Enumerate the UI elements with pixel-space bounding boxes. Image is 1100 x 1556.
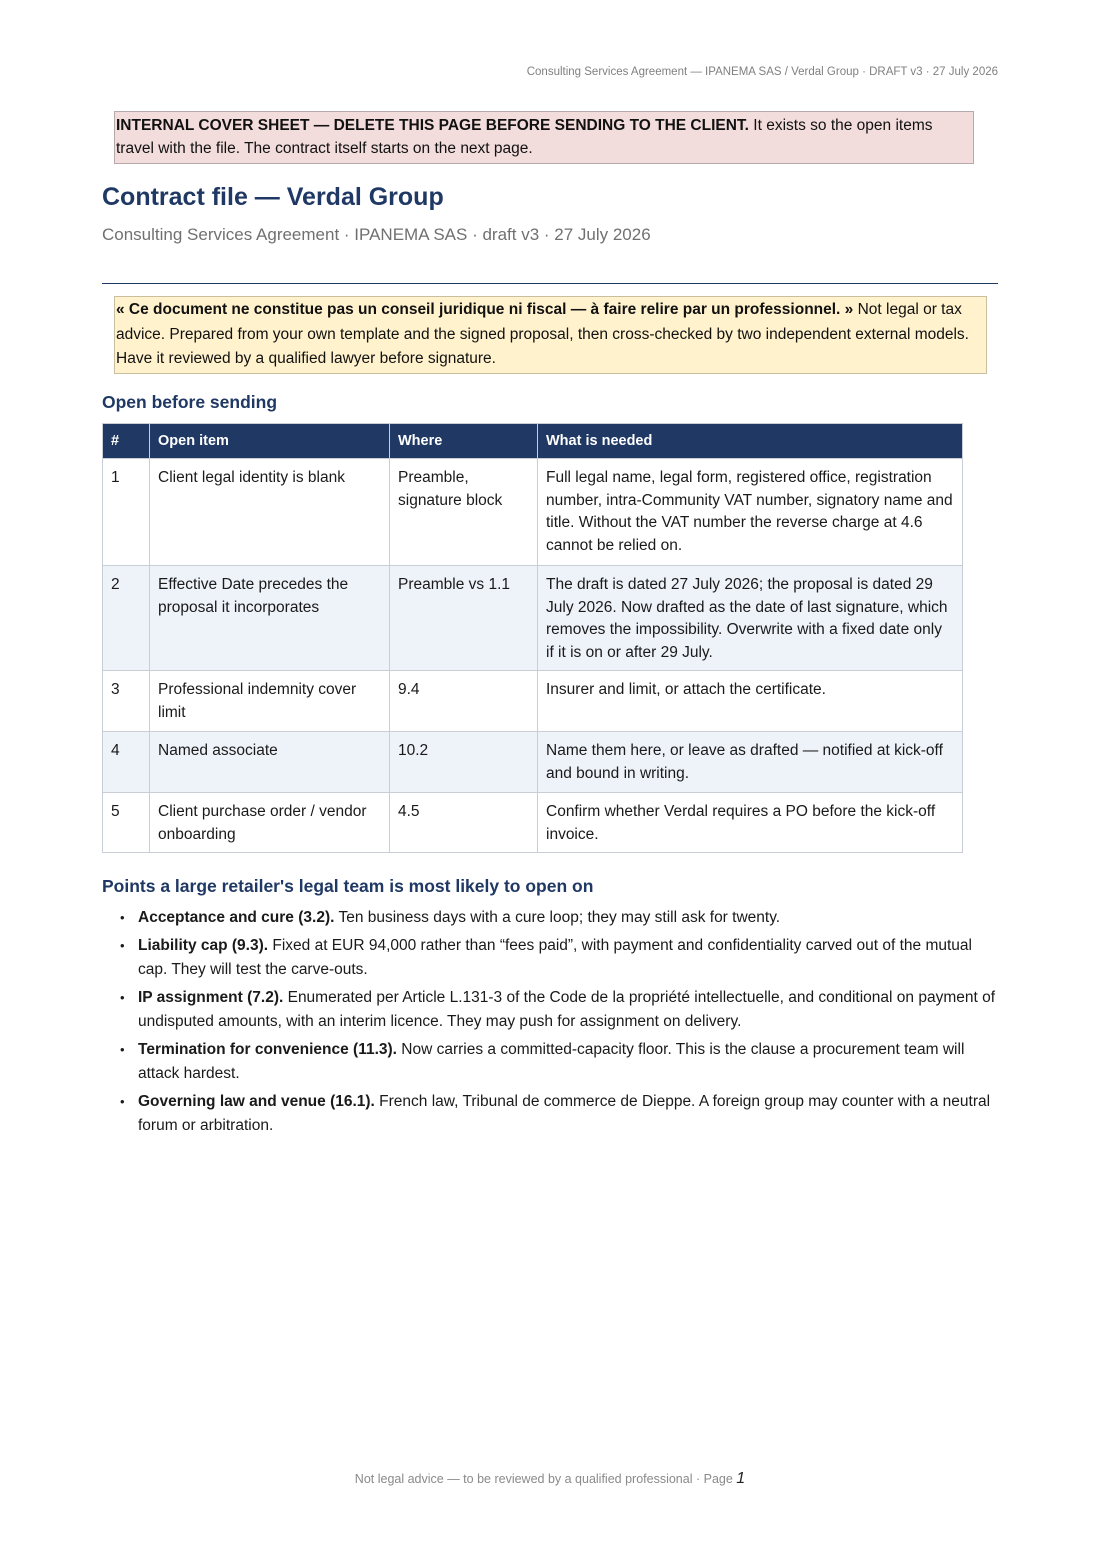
page-footer	[0, 1470, 1100, 1488]
point-text: Now carries a committed-capacity floor. This is the clause a procurement team will attack hardest.	[138, 1040, 965, 1082]
bullet-icon: •	[120, 1093, 125, 1109]
list-item	[120, 934, 1000, 983]
bullet-icon: •	[120, 910, 125, 925]
table-row	[103, 459, 963, 566]
point-title: Termination for convenience (11.3).	[138, 1040, 397, 1058]
point-title: Liability cap (9.3).	[138, 936, 269, 954]
disclaimer-bold: « Ce document ne constitue pas un conseil juridique ni fiscal — à faire relire par un professionnel. »	[116, 301, 854, 318]
table-row	[103, 566, 963, 671]
point-title: Governing law and venue (16.1).	[138, 1092, 375, 1110]
row-open-item: Named associate	[150, 732, 390, 793]
row-what-is-needed: Confirm whether Verdal requires a PO before the kick-off invoice.	[538, 793, 963, 853]
row-what-is-needed: Full legal name, legal form, registered office, registration number, intra-Community VAT number, signatory name and title. Without the VAT number the reverse charge at 4.6 cannot be relied on.	[538, 459, 963, 566]
row-number: 3	[103, 671, 150, 732]
page-number: 1	[736, 1470, 746, 1487]
row-number: 1	[103, 459, 150, 566]
row-what-is-needed: Name them here, or leave as drafted — notified at kick-off and bound in writing.	[538, 732, 963, 793]
bullet-icon: •	[120, 937, 125, 953]
row-where: 9.4	[390, 671, 538, 732]
row-open-item: Client legal identity is blank	[150, 459, 390, 566]
column-header-where: Where	[390, 424, 538, 459]
row-number: 4	[103, 732, 150, 793]
page-title: Contract file — Verdal Group	[102, 183, 444, 211]
row-number: 5	[103, 793, 150, 853]
list-item	[120, 1038, 1000, 1087]
row-where: Preamble, signature block	[390, 459, 538, 566]
bullet-icon: •	[120, 1041, 125, 1057]
point-text: French law, Tribunal de commerce de Dieppe. A foreign group may counter with a neutral forum or arbitration.	[138, 1092, 991, 1134]
point-text: Ten business days with a cure loop; they may still ask for twenty.	[334, 909, 781, 926]
cover-banner-text: It exists so the open items travel with the file. The contract itself starts on the next page.	[116, 117, 933, 157]
list-item	[120, 986, 1000, 1035]
open-items-heading: Open before sending	[102, 392, 278, 412]
disclaimer-text: Not legal or tax advice. Prepared from your own template and the signed proposal, then cross-checked by two independent external models. Have it reviewed by a qualified lawyer before signature.	[116, 301, 969, 367]
table-header-row	[103, 424, 963, 459]
cover-banner-bold: INTERNAL COVER SHEET — DELETE THIS PAGE BEFORE SENDING TO THE CLIENT.	[116, 117, 749, 134]
point-title: IP assignment (7.2).	[138, 988, 284, 1006]
row-open-item: Professional indemnity cover limit	[150, 671, 390, 732]
column-header-number: #	[103, 424, 150, 459]
page-subtitle: Consulting Services Agreement · IPANEMA SAS · draft v3 · 27 July 2026	[102, 225, 651, 244]
row-where: 4.5	[390, 793, 538, 853]
column-header-what-is-needed: What is needed	[538, 424, 963, 459]
row-open-item: Client purchase order / vendor onboarding	[150, 793, 390, 853]
footer-text: Not legal advice — to be reviewed by a qualified professional · Page	[354, 1472, 737, 1486]
internal-cover-banner	[114, 111, 974, 164]
disclaimer-box	[114, 296, 987, 374]
row-open-item: Effective Date precedes the proposal it incorporates	[150, 566, 390, 671]
row-number: 2	[103, 566, 150, 671]
title-divider	[102, 283, 998, 284]
open-items-table	[102, 423, 963, 853]
bullet-icon: •	[120, 989, 125, 1005]
list-item	[120, 906, 1000, 931]
points-list	[120, 906, 1000, 1142]
row-where: 10.2	[390, 732, 538, 793]
points-heading: Points a large retailer's legal team is most likely to open on	[102, 876, 594, 896]
column-header-open-item: Open item	[150, 424, 390, 459]
row-where: Preamble vs 1.1	[390, 566, 538, 671]
point-text: Fixed at EUR 94,000 rather than “fees paid”, with payment and confidentiality carved out of the mutual cap. They will test the carve-outs.	[138, 936, 972, 978]
point-title: Acceptance and cure (3.2).	[138, 909, 335, 926]
table-row	[103, 793, 963, 853]
row-what-is-needed: The draft is dated 27 July 2026; the proposal is dated 29 July 2026. Now drafted as the date of last signature, which removes the impossibility. Overwrite with a fixed date only if it is on or after 29 July.	[538, 566, 963, 671]
row-what-is-needed: Insurer and limit, or attach the certificate.	[538, 671, 963, 732]
running-header: Consulting Services Agreement — IPANEMA SAS / Verdal Group · DRAFT v3 · 27 July 2026	[526, 66, 998, 78]
list-item	[120, 1090, 1000, 1139]
table-row	[103, 732, 963, 793]
point-text: Enumerated per Article L.131-3 of the Code de la propriété intellectuelle, and conditional on payment of undisputed amounts, with an interim licence. They may push for assignment on delivery.	[138, 988, 996, 1030]
table-row	[103, 671, 963, 732]
